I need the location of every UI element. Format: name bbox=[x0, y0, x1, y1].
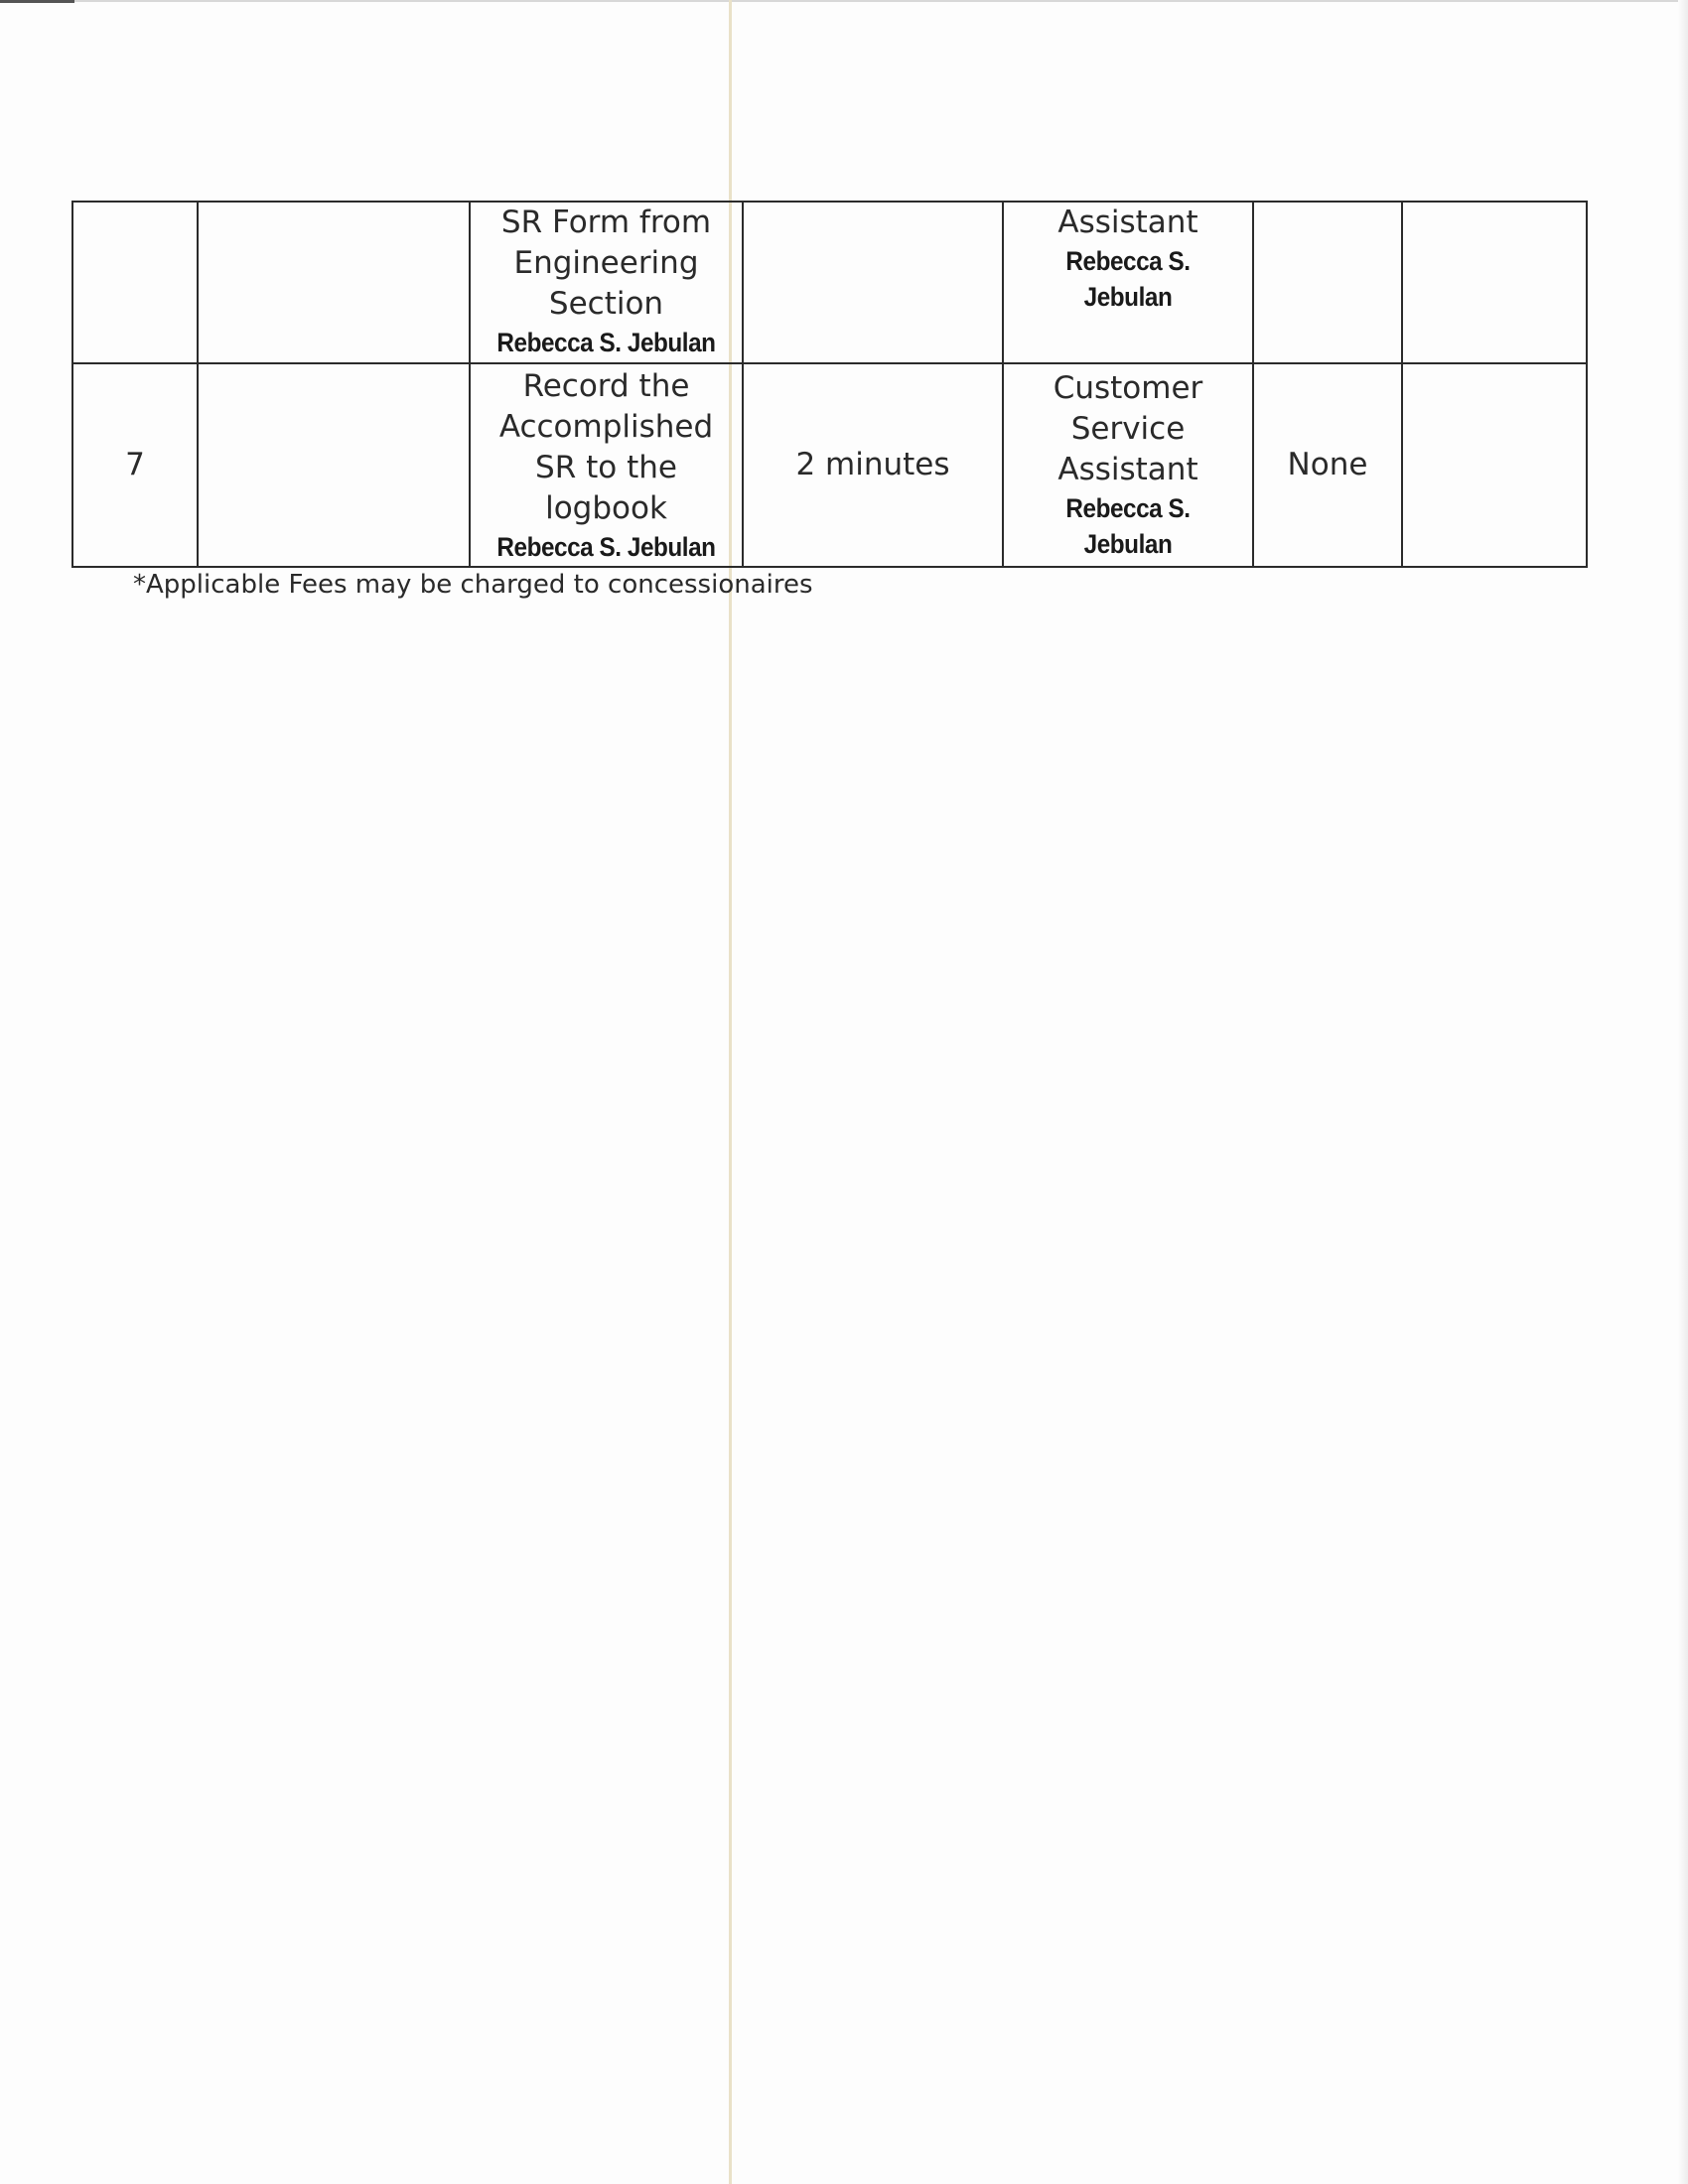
remarks-cell bbox=[1402, 202, 1587, 363]
fees-footnote: *Applicable Fees may be charged to concessionaires bbox=[133, 570, 813, 600]
person-responsible-cell bbox=[1003, 202, 1253, 363]
agency-action-cell bbox=[470, 363, 743, 567]
page-top-edge bbox=[0, 0, 1688, 2]
agency-action-signer: Rebecca S. Jebulan bbox=[496, 531, 716, 562]
person-responsible: Assistant bbox=[1057, 205, 1198, 240]
agency-action-cell bbox=[470, 202, 743, 363]
client-steps-cell bbox=[198, 202, 470, 363]
agency-action: SR Form from Engineering Section bbox=[500, 205, 712, 322]
processing-time-cell bbox=[743, 363, 1003, 567]
scan-edge-shadow bbox=[1678, 0, 1688, 2184]
step-number-cell bbox=[72, 363, 198, 567]
agency-action: Record the Accomplished SR to the logbook bbox=[498, 367, 714, 526]
process-table bbox=[71, 201, 1588, 568]
person-responsible-signer: Rebecca S. Jebulan bbox=[1065, 493, 1191, 559]
person-responsible-cell bbox=[1003, 363, 1253, 567]
step-number: 7 bbox=[125, 447, 145, 482]
fees-cell bbox=[1253, 363, 1402, 567]
fees: None bbox=[1287, 447, 1368, 482]
person-responsible-signer: Rebecca S. Jebulan bbox=[1065, 246, 1191, 312]
table-row bbox=[72, 363, 1587, 567]
remarks-cell bbox=[1402, 363, 1587, 567]
client-steps-cell bbox=[198, 363, 470, 567]
agency-action-signer: Rebecca S. Jebulan bbox=[496, 328, 716, 357]
page-corner-mark bbox=[0, 0, 74, 3]
table-row bbox=[72, 202, 1587, 363]
fees-cell bbox=[1253, 202, 1402, 363]
processing-time: 2 minutes bbox=[795, 447, 950, 482]
processing-time-cell bbox=[743, 202, 1003, 363]
step-number-cell bbox=[72, 202, 198, 363]
person-responsible: Customer Service Assistant bbox=[1053, 370, 1203, 487]
